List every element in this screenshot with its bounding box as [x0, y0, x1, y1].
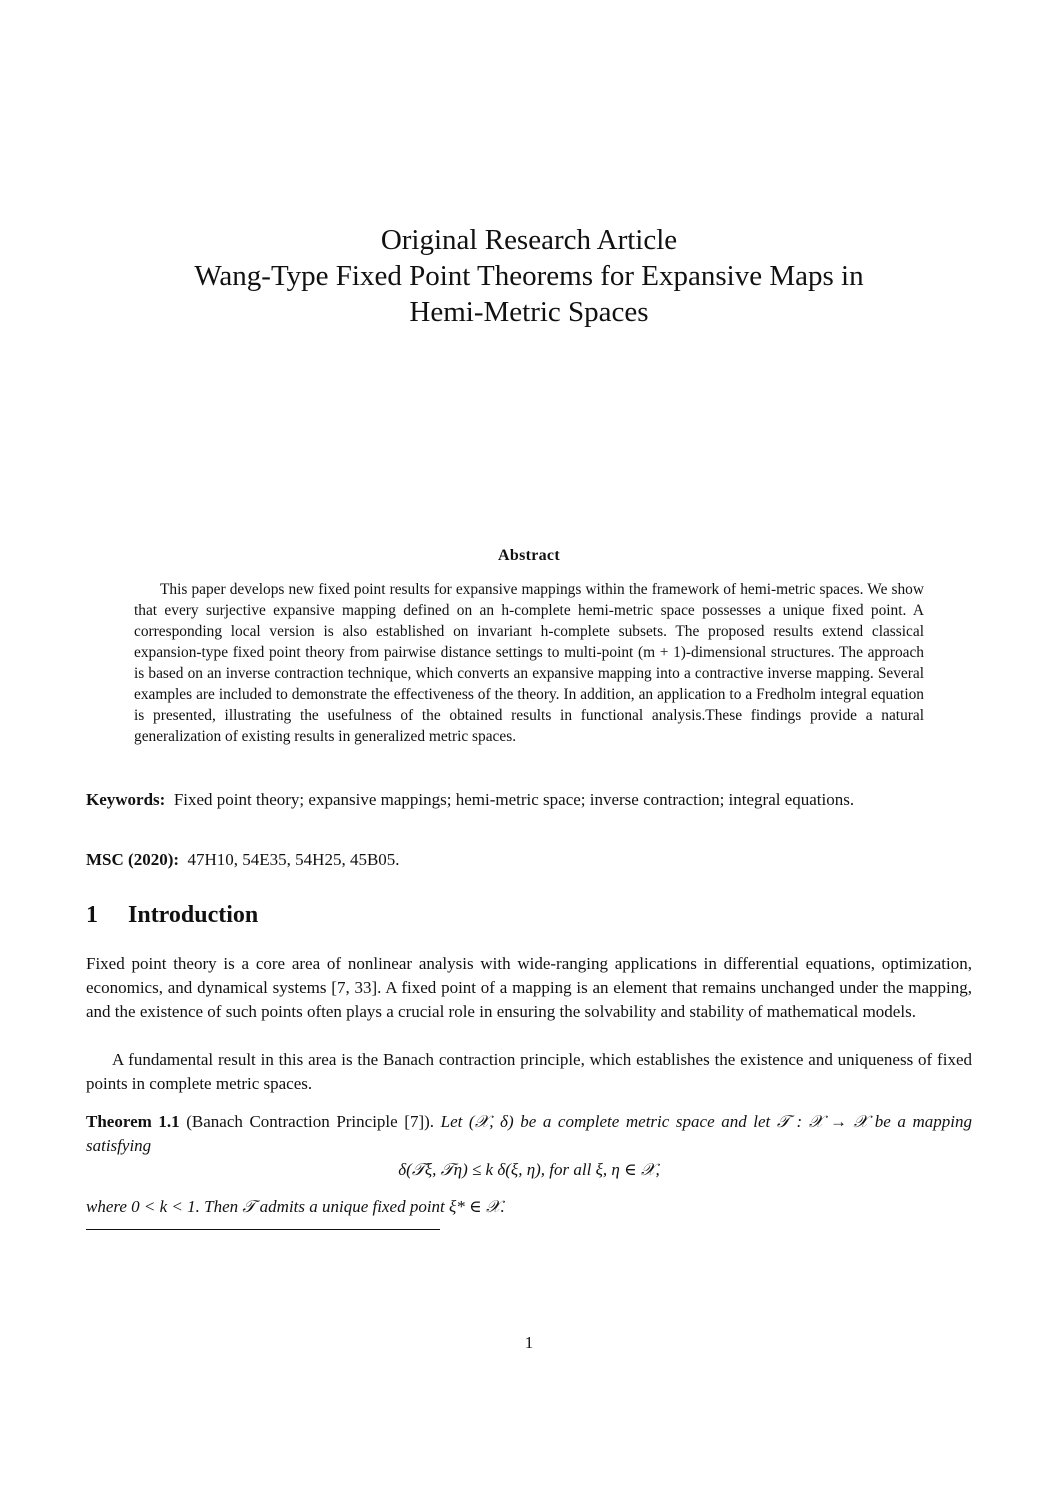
- theorem-statement: [86, 1110, 972, 1158]
- intro-paragraph-2: A fundamental result in this area is the Banach contraction principle, which establishes the existence and uniqueness of fixed points in complete metric spaces.: [86, 1050, 972, 1093]
- section-heading: [86, 902, 258, 929]
- section-number: 1: [86, 902, 98, 928]
- title-line-1: Original Research Article: [380, 224, 678, 256]
- keywords-label: Keywords:: [86, 790, 166, 809]
- contraction-equation: δ(𝒯ξ, 𝒯η) ≤ k δ(ξ, η), for all ξ, η ∈ 𝒳,: [398, 1160, 660, 1179]
- keywords: [86, 788, 972, 812]
- section-title: Introduction: [128, 902, 259, 928]
- title-line-2: Wang-Type Fixed Point Theorems for Expansive Maps in: [194, 260, 864, 292]
- intro-paragraph-1: Fixed point theory is a core area of nonlinear analysis with wide-ranging applications in differential equations, optimization, economics, and dynamical systems [7, 33]. A fixed point of a mapping is an element that remains unchanged under the mapping, and the existence of such points often plays a crucial role in ensuring the solvability and stability of mathematical models.: [86, 954, 972, 1021]
- title-line-3: Hemi-Metric Spaces: [409, 296, 649, 328]
- abstract-heading: Abstract: [498, 547, 560, 564]
- theorem-hypothesis: Let (𝒳, δ) be a complete metric space and let 𝒯 : 𝒳 → 𝒳 be a mapping satisfying: [86, 1112, 972, 1155]
- page-number: 1: [524, 1333, 534, 1352]
- theorem-name: (Banach Contraction Principle [7]).: [186, 1112, 435, 1131]
- abstract-text: This paper develops new fixed point results for expansive mappings within the framework of hemi-metric spaces. We show that every surjective expansive mapping defined on an h-complete hemi-metric space possesses a unique fixed point. A corresponding local version is also established on invariant h-complete subsets. The proposed results extend classical expansion-type fixed point theory from pairwise distance settings to multi-point (m + 1)-dimensional structures. The approach is based on an inverse contraction technique, which converts an expansive mapping into a contractive inverse mapping. Several examples are included to demonstrate the effectiveness of the theory. In addition, an application to a Fredholm integral equation is presented, illustrating the usefulness of the obtained results in functional analysis.These findings provide a natural generalization of existing results in generalized metric spaces.: [134, 581, 924, 745]
- msc-label: MSC (2020):: [86, 850, 180, 869]
- theorem-conclusion: where 0 < k < 1. Then 𝒯 admits a unique fixed point ξ* ∈ 𝒳.: [86, 1197, 505, 1216]
- article-title: [86, 222, 972, 330]
- msc-text: 47H10, 54E35, 54H25, 45B05.: [187, 850, 400, 869]
- msc-classification: [86, 848, 972, 872]
- keywords-text: Fixed point theory; expansive mappings; hemi-metric space; inverse contraction; integral equations.: [173, 790, 855, 809]
- footnote-rule: [86, 1229, 440, 1230]
- theorem-label: Theorem 1.1: [86, 1112, 180, 1131]
